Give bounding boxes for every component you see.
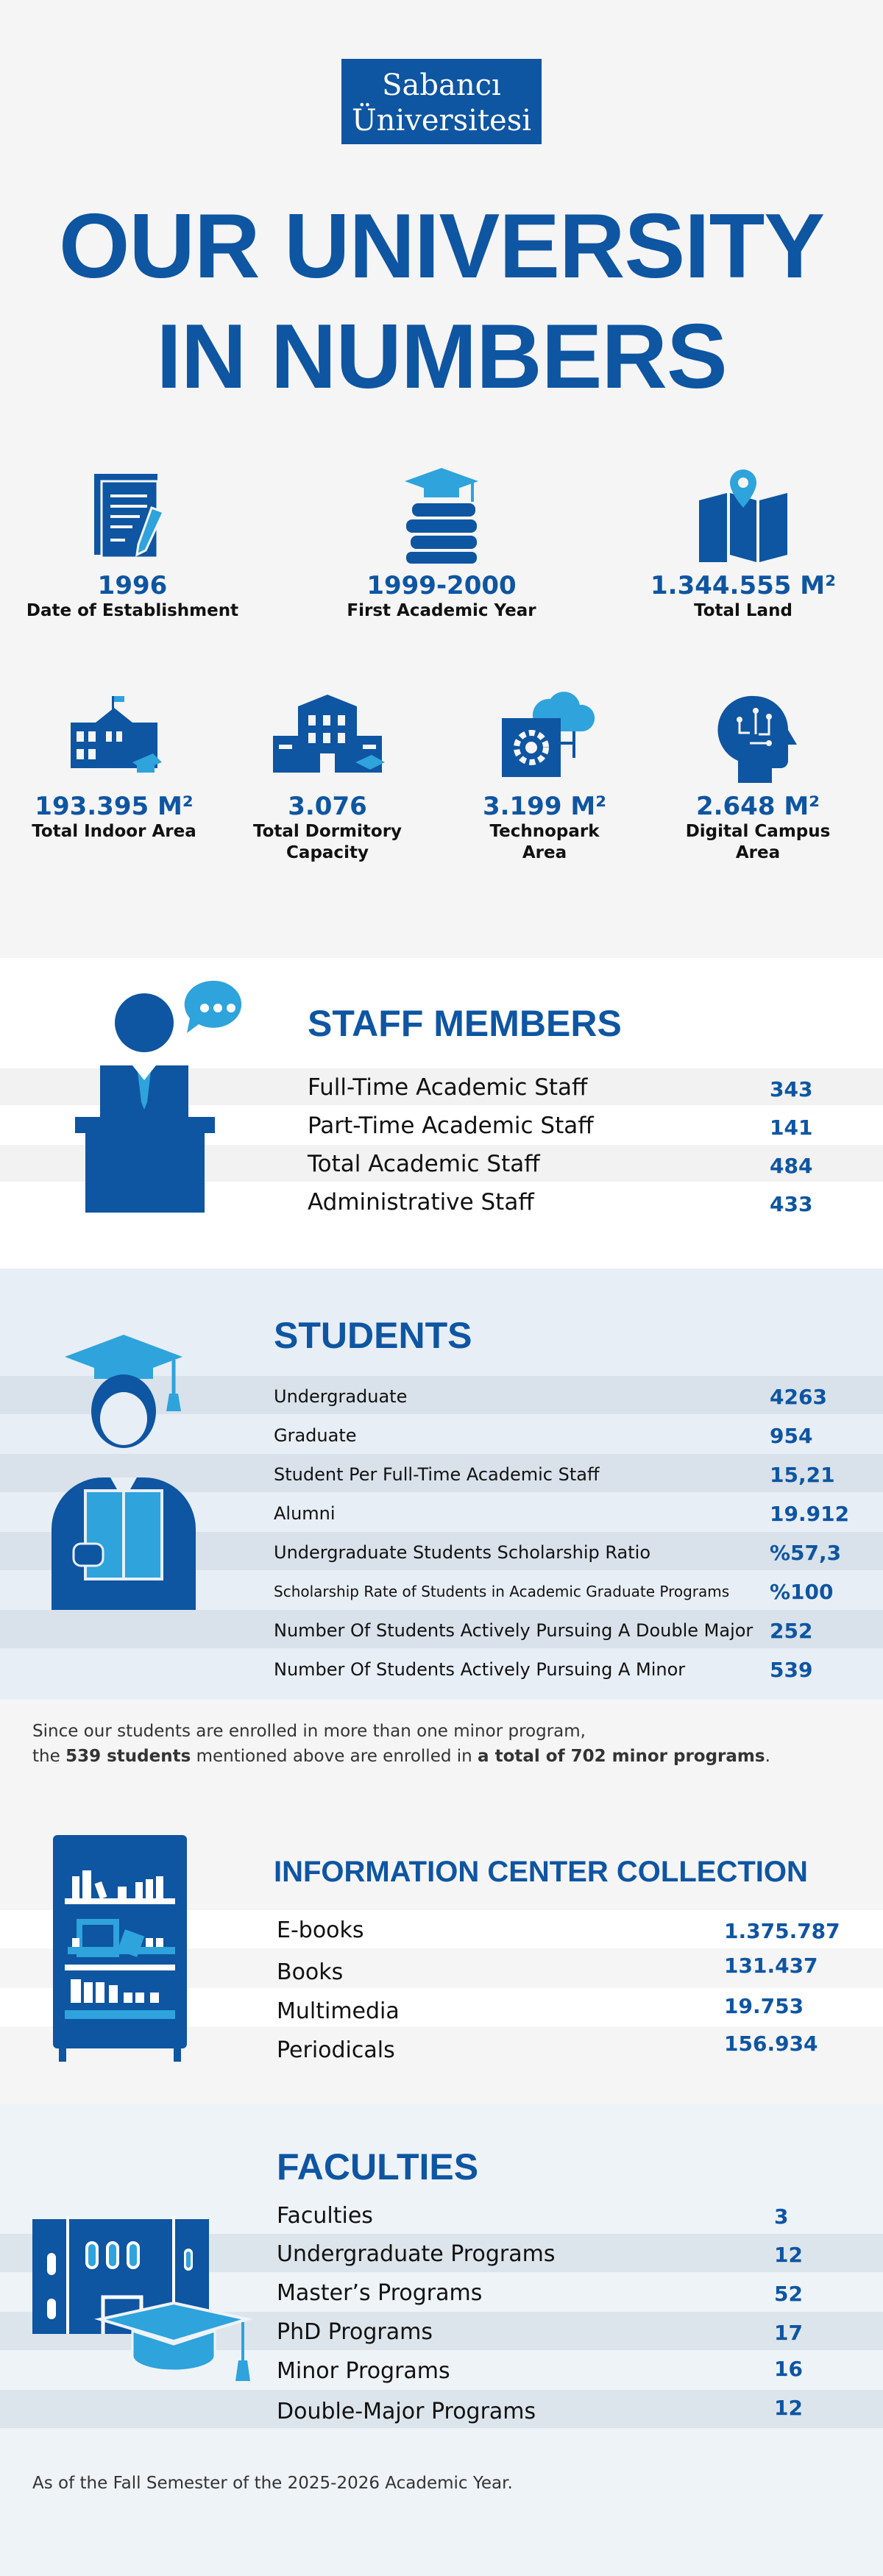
row-label: Master’s Programs bbox=[277, 2280, 483, 2306]
stat-label-2: Area bbox=[522, 843, 567, 862]
row-value: 17 bbox=[774, 2321, 803, 2345]
note-line-1: Since our students are enrolled in more than one minor program, bbox=[32, 1722, 586, 1741]
row-value: 433 bbox=[770, 1192, 813, 1216]
stat-value: 1999-2000 bbox=[366, 571, 517, 600]
row-value: 484 bbox=[770, 1154, 813, 1178]
note-highlight: a total of 702 minor programs bbox=[478, 1747, 765, 1766]
row-value: %100 bbox=[770, 1580, 834, 1604]
table-row bbox=[0, 1532, 883, 1570]
row-value: 12 bbox=[774, 2396, 803, 2420]
stat-label-2: Area bbox=[735, 843, 781, 862]
stat-establishment bbox=[22, 464, 243, 622]
row-label: Undergraduate Programs bbox=[277, 2241, 556, 2267]
stat-technopark bbox=[442, 692, 648, 864]
row-label: Part-Time Academic Staff bbox=[308, 1113, 594, 1139]
table-row bbox=[0, 1145, 883, 1182]
table-row bbox=[0, 1571, 883, 1609]
row-label: Total Academic Staff bbox=[308, 1151, 540, 1177]
stat-label-2: Capacity bbox=[286, 843, 369, 862]
table-row bbox=[0, 2027, 883, 2065]
stat-value: 193.395 M² bbox=[35, 792, 194, 821]
table-row bbox=[0, 2351, 883, 2389]
table-row bbox=[0, 1649, 883, 1687]
gear-cloud-icon bbox=[493, 692, 596, 787]
stat-label: Date of Establishment bbox=[26, 601, 239, 620]
stat-value: 2.648 M² bbox=[695, 792, 820, 821]
page-title bbox=[0, 191, 883, 412]
title-line-1: OUR UNIVERSITY bbox=[58, 196, 825, 297]
logo-line-1: Sabancı bbox=[382, 68, 501, 102]
table-row bbox=[0, 1493, 883, 1531]
table-row bbox=[0, 2196, 883, 2234]
row-label: Number Of Students Actively Pursuing A Double Major bbox=[274, 1620, 753, 1641]
stat-indoor-area bbox=[15, 692, 213, 842]
row-value: 252 bbox=[770, 1619, 813, 1643]
stat-value: 1996 bbox=[97, 571, 168, 600]
table-row bbox=[0, 1910, 883, 1948]
row-value: 131.437 bbox=[724, 1954, 818, 1978]
row-value: 3 bbox=[774, 2204, 789, 2229]
books-graduation-cap-icon bbox=[390, 464, 493, 567]
row-label: Double-Major Programs bbox=[277, 2399, 536, 2424]
row-value: 16 bbox=[774, 2357, 803, 2381]
note-line-2 bbox=[32, 1744, 857, 1769]
row-label: Full-Time Academic Staff bbox=[308, 1074, 588, 1101]
row-value: 19.912 bbox=[770, 1502, 850, 1526]
stat-label: First Academic Year bbox=[347, 601, 536, 620]
faculties-title: FACULTIES bbox=[277, 2146, 479, 2188]
stat-value: 3.076 bbox=[288, 792, 367, 821]
stat-label-1: Digital Campus bbox=[685, 822, 831, 841]
row-label: Minor Programs bbox=[277, 2358, 450, 2384]
row-label: PhD Programs bbox=[277, 2319, 433, 2345]
row-label: Student Per Full-Time Academic Staff bbox=[274, 1464, 600, 1485]
row-label: Periodicals bbox=[277, 2037, 395, 2063]
row-label: Undergraduate Students Scholarship Ratio bbox=[274, 1542, 651, 1563]
row-value: 52 bbox=[774, 2282, 803, 2306]
table-row bbox=[0, 1610, 883, 1648]
dormitory-building-icon bbox=[269, 692, 386, 787]
row-value: 12 bbox=[774, 2243, 803, 2267]
title-line-2: IN NUMBERS bbox=[156, 306, 727, 408]
row-label: Scholarship Rate of Students in Academic Graduate Programs bbox=[274, 1583, 730, 1600]
note-highlight: 539 students bbox=[65, 1747, 191, 1766]
university-logo bbox=[341, 59, 542, 144]
stat-value: 1.344.555 M² bbox=[650, 571, 836, 600]
table-row bbox=[0, 2234, 883, 2272]
staff-title: STAFF MEMBERS bbox=[308, 1003, 622, 1044]
row-value: 539 bbox=[770, 1658, 813, 1682]
note-text: . bbox=[765, 1747, 770, 1766]
row-value: 15,21 bbox=[770, 1463, 835, 1487]
table-row bbox=[0, 1454, 883, 1492]
stat-label: Total Indoor Area bbox=[32, 822, 196, 841]
table-row bbox=[0, 1183, 883, 1220]
table-row bbox=[0, 1415, 883, 1453]
table-row bbox=[0, 2312, 883, 2350]
row-value: 343 bbox=[770, 1077, 813, 1101]
note-text: mentioned above are enrolled in bbox=[191, 1747, 478, 1766]
table-row bbox=[0, 1107, 883, 1143]
row-value: 156.934 bbox=[724, 2032, 818, 2056]
stat-label-1: Technopark bbox=[489, 822, 600, 841]
footer-note: As of the Fall Semester of the 2025-2026 Academic Year. bbox=[32, 2474, 513, 2493]
stat-total-land bbox=[633, 464, 854, 622]
row-label: Number Of Students Actively Pursuing A Minor bbox=[274, 1659, 686, 1680]
table-row bbox=[0, 1988, 883, 2026]
table-row bbox=[0, 1949, 883, 1987]
row-label: Multimedia bbox=[277, 1998, 400, 2024]
table-row bbox=[0, 1376, 883, 1414]
document-pen-icon bbox=[81, 464, 184, 567]
row-label: Faculties bbox=[277, 2203, 373, 2229]
stat-label: Total Land bbox=[694, 601, 792, 620]
library-title: INFORMATION CENTER COLLECTION bbox=[274, 1856, 808, 1888]
row-label: Graduate bbox=[274, 1425, 357, 1446]
stat-dormitory bbox=[228, 692, 427, 864]
row-value: 19.753 bbox=[724, 1994, 804, 2018]
logo-line-2: Üniversitesi bbox=[351, 104, 532, 138]
row-value: 4263 bbox=[770, 1385, 827, 1409]
students-title: STUDENTS bbox=[274, 1315, 472, 1356]
stat-value: 3.199 M² bbox=[482, 792, 607, 821]
row-label: E-books bbox=[277, 1917, 364, 1943]
row-value: 954 bbox=[770, 1424, 813, 1448]
digital-head-icon bbox=[710, 692, 806, 787]
row-label: Alumni bbox=[274, 1503, 336, 1524]
stat-label-1: Total Dormitory bbox=[252, 822, 403, 841]
row-value: %57,3 bbox=[770, 1541, 842, 1565]
row-value: 141 bbox=[770, 1115, 813, 1140]
row-label: Books bbox=[277, 1959, 344, 1985]
school-building-icon bbox=[66, 692, 162, 787]
stat-first-year bbox=[331, 464, 552, 622]
stat-digital-campus bbox=[655, 692, 861, 864]
table-row bbox=[0, 2390, 883, 2428]
note-text: the bbox=[32, 1747, 66, 1766]
table-row bbox=[0, 1068, 883, 1105]
row-value: 1.375.787 bbox=[724, 1919, 840, 1943]
minor-programs-note bbox=[32, 1719, 857, 1769]
row-label: Administrative Staff bbox=[308, 1189, 534, 1216]
row-label: Undergraduate bbox=[274, 1386, 408, 1407]
map-pin-icon bbox=[692, 464, 795, 567]
table-row bbox=[0, 2273, 883, 2311]
